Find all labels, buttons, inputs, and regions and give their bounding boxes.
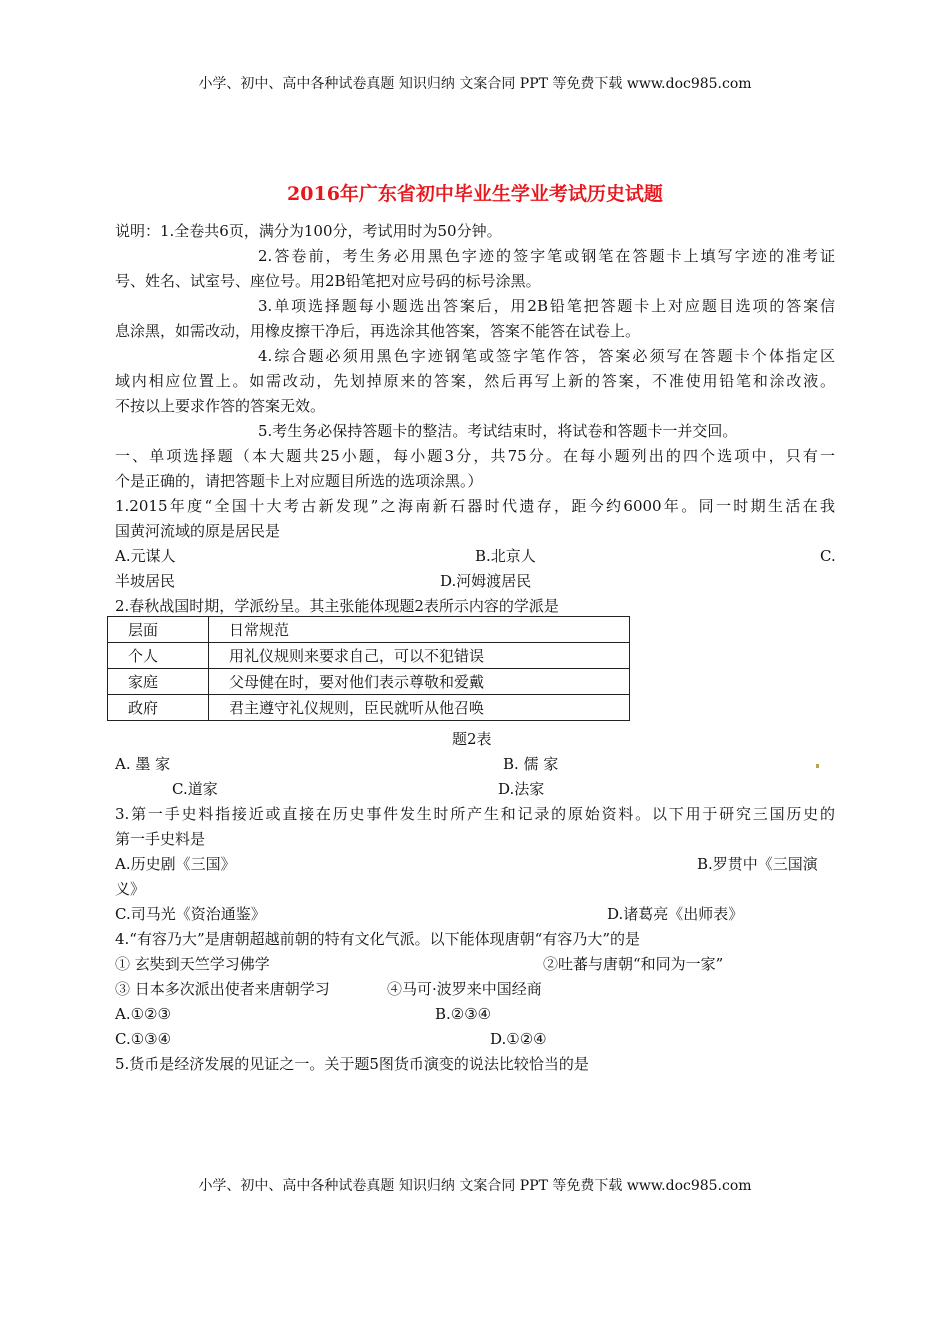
instruction-4-end: 不按以上要求作答的答案无效。: [115, 397, 326, 415]
q2-option-d: D.法家: [498, 780, 545, 798]
q4-item-1: ① 玄奘到天竺学习佛学: [115, 955, 270, 973]
table-cell: 日常规范: [209, 617, 630, 643]
q4-item-3: ③ 日本多次派出使者来唐朝学习: [115, 980, 330, 998]
instruction-1: 说明：1.全卷共6页，满分为100分，考试用时为50分钟。: [115, 222, 502, 240]
section-heading: 一、单项选择题（本大题共25小题，每小题3分，共75分。在每小题列出的四个选项中，只有一: [115, 447, 835, 465]
q1-option-b: B.北京人: [475, 547, 536, 565]
instruction-2: 2.答卷前，考生务必用黑色字迹的签字笔或钢笔在答题卡上填写字迹的准考证: [258, 247, 835, 265]
q2-table-caption: 题2表: [452, 730, 492, 748]
q4-item-4: ④马可·波罗来中国经商: [387, 980, 542, 998]
table-cell: 父母健在时，要对他们表示尊敬和爱戴: [209, 669, 630, 695]
q3-option-a: A.历史剧《三国》: [115, 855, 236, 873]
table-row: [108, 669, 630, 695]
q3-option-c: C.司马光《资治通鉴》: [115, 905, 266, 923]
q4-option-a: A.①②③: [115, 1005, 171, 1023]
q4-option-d: D.①②④: [490, 1030, 547, 1048]
table-cell: 家庭: [108, 669, 209, 695]
q4-item-2: ②吐蕃与唐朝“和同为一家”: [543, 955, 724, 973]
instruction-3: 3.单项选择题每小题选出答案后，用2B铅笔把答题卡上对应题目选项的答案信: [258, 297, 835, 315]
exam-title: 2016年广东省初中毕业生学业考试历史试题: [287, 183, 663, 205]
q2-option-a: A. 墨 家: [115, 755, 171, 773]
table-cell: 君主遵守礼仪规则，臣民就听从他召唤: [209, 695, 630, 721]
q1-option-c-text: 半坡居民: [115, 572, 176, 590]
table-row: [108, 695, 630, 721]
q3-option-d: D.诸葛亮《出师表》: [607, 905, 744, 923]
q4-option-c: C.①③④: [115, 1030, 172, 1048]
table-cell: 用礼仪规则来要求自己，可以不犯错误: [209, 643, 630, 669]
q2-option-c: C.道家: [172, 780, 218, 798]
q1-option-d: D.河姆渡居民: [440, 572, 532, 590]
instruction-4-cont: 域内相应位置上。如需改动，先划掉原来的答案，然后再写上新的答案，不准使用铅笔和涂改液。: [115, 372, 835, 390]
q1-stem-cont: 国黄河流域的原是居民是: [115, 522, 281, 540]
instruction-2-cont: 号、姓名、试室号、座位号。用2B铅笔把对应号码的标号涂黑。: [115, 272, 541, 290]
instruction-4: 4.综合题必须用黑色字迹钢笔或签字笔作答，答案必须写在答题卡个体指定区: [258, 347, 835, 365]
instruction-5: 5.考生务必保持答题卡的整洁。考试结束时，将试卷和答题卡一并交回。: [258, 422, 738, 440]
q3-stem-cont: 第一手史料是: [115, 830, 206, 848]
page-footer: 小学、初中、高中各种试卷真题 知识归纳 文案合同 PPT 等免费下载 www.doc985.com: [198, 1178, 752, 1194]
table-cell: 层面: [108, 617, 209, 643]
q4-option-b: B.②③④: [435, 1005, 492, 1023]
q3-option-b: B.罗贯中《三国演: [697, 855, 818, 873]
q3-option-b-cont: 义》: [115, 880, 146, 898]
instruction-3-cont: 息涂黑，如需改动，用橡皮擦干净后，再选涂其他答案，答案不能答在试卷上。: [115, 322, 641, 340]
q1-option-a: A.元谋人: [115, 547, 176, 565]
table-cell: 政府: [108, 695, 209, 721]
page-header: 小学、初中、高中各种试卷真题 知识归纳 文案合同 PPT 等免费下载 www.doc985.com: [198, 76, 752, 92]
q2-table: [107, 616, 630, 721]
section-heading-cont: 个是正确的，请把答题卡上对应题目所选的选项涂黑。）: [115, 472, 483, 490]
table-cell: 个人: [108, 643, 209, 669]
table-row: [108, 617, 630, 643]
stray-mark: [816, 764, 819, 768]
q1-option-c: C.: [820, 547, 836, 565]
q3-stem: 3.第一手史料指接近或直接在历史事件发生时所产生和记录的原始资料。以下用于研究三国历史的: [115, 805, 835, 823]
q5-stem: 5.货币是经济发展的见证之一。关于题5图货币演变的说法比较恰当的是: [115, 1055, 589, 1073]
table-row: [108, 643, 630, 669]
q1-stem: 1.2015年度“全国十大考古新发现”之海南新石器时代遗存，距今约6000年。同一时期生活在我: [115, 497, 835, 515]
q2-stem: 2.春秋战国时期，学派纷呈。其主张能体现题2表所示内容的学派是: [115, 597, 559, 615]
q2-option-b: B. 儒 家: [503, 755, 559, 773]
q4-stem: 4.“有容乃大”是唐朝超越前朝的特有文化气派。以下能体现唐朝“有容乃大”的是: [115, 930, 640, 948]
